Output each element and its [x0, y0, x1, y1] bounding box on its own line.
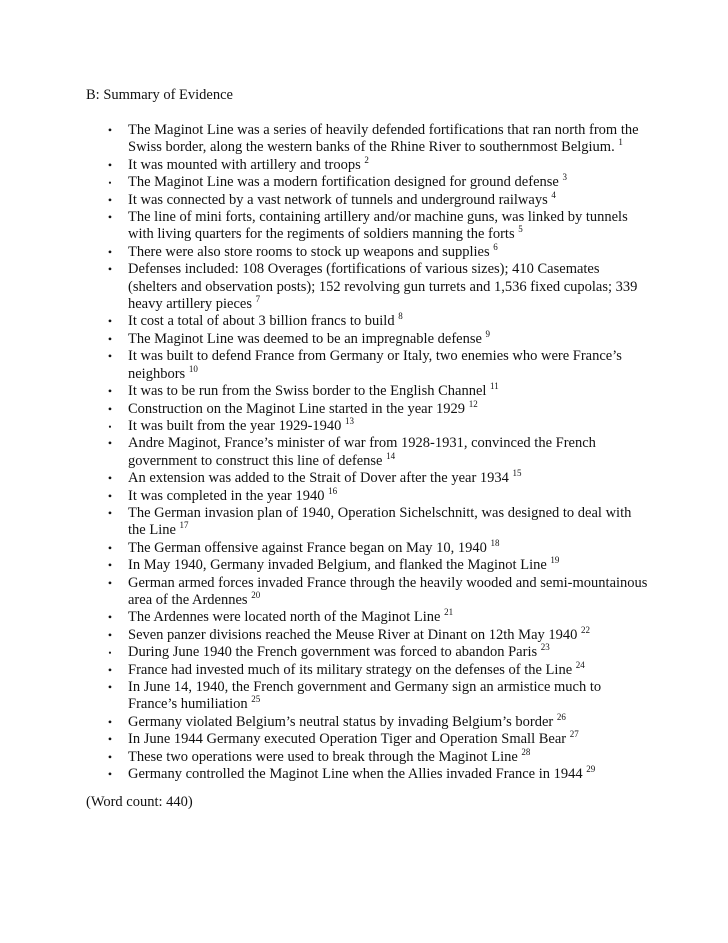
evidence-item	[0, 174, 728, 191]
evidence-item	[0, 261, 728, 313]
evidence-text: The Ardennes were located north of the Maginot Line	[128, 609, 441, 626]
bullet-icon: •	[107, 244, 113, 259]
bullet-icon: •	[107, 384, 113, 399]
evidence-list	[0, 122, 728, 783]
bullet-icon: •	[107, 331, 113, 346]
footnote-ref: 8	[398, 311, 403, 322]
evidence-text: An extension was added to the Strait of Dover after the year 1934	[128, 470, 509, 487]
evidence-item	[0, 575, 728, 610]
evidence-item	[0, 154, 728, 174]
evidence-item	[0, 537, 728, 557]
evidence-text: In June 1944 Germany executed Operation Tiger and Operation Small Bear	[128, 731, 567, 748]
evidence-text: Germany violated Belgium’s neutral status by invading Belgium’s border	[128, 713, 554, 730]
footnote-ref: 1	[618, 137, 623, 148]
footnote-ref: 12	[468, 398, 478, 409]
bullet-icon: •	[107, 157, 113, 172]
bullet-icon: •	[107, 349, 113, 364]
footnote-ref: 25	[251, 694, 261, 705]
evidence-text: It was built from the year 1929-1940	[128, 417, 342, 434]
bullet-icon: •	[107, 314, 113, 329]
bullet-icon: •	[107, 767, 113, 782]
evidence-text: Andre Maginot, France’s minister of war from 1928-1931, convinced the French government to construct this line of defense	[128, 435, 596, 469]
evidence-text: It was mounted with artillery and troops	[128, 156, 361, 173]
evidence-item	[0, 505, 728, 540]
evidence-item	[0, 711, 728, 731]
evidence-text: The German offensive against France began on May 10, 1940	[128, 539, 487, 556]
bullet-icon: •	[107, 662, 113, 677]
evidence-text: France had invested much of its military strategy on the defenses of the Line	[128, 661, 573, 678]
evidence-item	[0, 328, 728, 348]
bullet-icon: •	[107, 471, 113, 486]
evidence-text: It cost a total of about 3 billion francs to build	[128, 313, 395, 330]
bullet-icon: •	[107, 262, 113, 277]
footnote-ref: 3	[562, 172, 567, 183]
bullet-icon: •	[107, 714, 113, 729]
evidence-item	[0, 241, 728, 261]
evidence-text: The Maginot Line was a series of heavily defended fortifications that ran north from the Swiss border, along the western banks of the Rhine River to southernmost Belgium.	[128, 122, 639, 156]
evidence-text: The Maginot Line was deemed to be an impregnable defense	[128, 330, 482, 347]
evidence-item	[0, 313, 728, 330]
footnote-ref: 22	[581, 624, 591, 635]
footnote-ref: 14	[386, 450, 396, 461]
word-count: (Word count: 440)	[86, 794, 193, 810]
footnote-ref: 28	[521, 746, 531, 757]
bullet-icon: •	[107, 540, 113, 555]
evidence-item	[0, 209, 728, 244]
footnote-ref: 19	[550, 555, 560, 566]
evidence-item	[0, 609, 728, 626]
evidence-text: The line of mini forts, containing artillery and/or machine guns, was linked by tunnels with living quarters for the regiments of soldiers manning the forts	[128, 209, 628, 243]
footnote-ref: 21	[444, 607, 454, 618]
bullet-icon: •	[108, 178, 112, 189]
footnote-ref: 5	[518, 224, 523, 235]
evidence-item	[0, 435, 728, 470]
footnote-ref: 27	[569, 729, 579, 740]
bullet-icon: •	[107, 558, 113, 573]
evidence-text: It was connected by a vast network of tunnels and underground railways	[128, 191, 548, 208]
bullet-icon: •	[107, 436, 113, 451]
evidence-item	[0, 679, 728, 714]
bullet-icon: •	[107, 627, 113, 642]
bullet-icon: •	[107, 749, 113, 764]
footnote-ref: 13	[345, 415, 355, 426]
footnote-ref: 18	[490, 537, 500, 548]
evidence-text: Seven panzer divisions reached the Meuse River at Dinant on 12th May 1940	[128, 626, 578, 643]
evidence-text: There were also store rooms to stock up weapons and supplies	[128, 243, 490, 260]
evidence-text: The Maginot Line was a modern fortification designed for ground defense	[128, 174, 559, 191]
evidence-text: It was completed in the year 1940	[128, 487, 325, 504]
footnote-ref: 16	[328, 485, 338, 496]
evidence-text: German armed forces invaded France through the heavily wooded and semi-mountainous area of the Ardennes	[128, 574, 648, 608]
evidence-text: In May 1940, Germany invaded Belgium, and flanked the Maginot Line	[128, 557, 547, 574]
bullet-icon: •	[107, 505, 113, 520]
evidence-item	[0, 624, 728, 644]
evidence-item	[0, 383, 728, 400]
footnote-ref: 2	[364, 154, 369, 165]
bullet-icon: •	[107, 732, 113, 747]
evidence-text: In June 14, 1940, the French government and Germany sign an armistice much to France’s humiliation	[128, 679, 602, 713]
footnote-ref: 7	[255, 294, 261, 305]
evidence-item	[0, 415, 728, 435]
footnote-ref: 11	[490, 381, 499, 392]
footnote-ref: 6	[493, 241, 498, 252]
evidence-item	[0, 348, 728, 383]
bullet-icon: •	[107, 210, 113, 225]
bullet-icon: •	[107, 488, 113, 503]
section-heading: B: Summary of Evidence	[86, 87, 233, 103]
evidence-text: During June 1940 the French government was forced to abandon Paris	[128, 644, 538, 661]
evidence-item	[0, 398, 728, 418]
evidence-item	[0, 470, 728, 487]
evidence-item	[0, 557, 728, 574]
footnote-ref: 26	[556, 711, 566, 722]
evidence-item	[0, 189, 728, 209]
bullet-icon: •	[107, 610, 113, 625]
bullet-icon: •	[107, 401, 113, 416]
footnote-ref: 23	[540, 642, 550, 653]
evidence-item	[0, 485, 728, 505]
evidence-item	[0, 766, 728, 783]
footnote-ref: 17	[179, 520, 189, 531]
bullet-icon: •	[108, 648, 112, 659]
evidence-item	[0, 122, 728, 157]
evidence-item	[0, 746, 728, 766]
evidence-text: It was built to defend France from Germany or Italy, two enemies who were France’s neighbors	[128, 348, 622, 382]
bullet-icon: •	[107, 680, 113, 694]
bullet-icon: •	[107, 192, 113, 207]
evidence-text: The German invasion plan of 1940, Operation Sichelschnitt, was designed to deal with the Line	[128, 504, 632, 539]
footnote-ref: 10	[188, 363, 198, 374]
evidence-text: It was to be run from the Swiss border to the English Channel	[128, 383, 487, 400]
evidence-text: Construction on the Maginot Line started in the year 1929	[128, 400, 466, 417]
evidence-text: Defenses included: 108 Overages (fortifications of various sizes); 410 Casemates (shelters and observation posts); 152 revolving gun turrets and 1,536 fixed cupolas; 339 heavy artillery pieces	[128, 261, 638, 313]
evidence-text: Germany controlled the Maginot Line when the Allies invaded France in 1944	[128, 766, 583, 783]
bullet-icon: •	[108, 421, 112, 432]
evidence-item	[0, 644, 728, 661]
evidence-text: These two operations were used to break through the Maginot Line	[128, 748, 518, 765]
footnote-ref: 4	[551, 189, 556, 200]
bullet-icon: •	[107, 123, 113, 137]
footnote-ref: 24	[575, 659, 585, 670]
bullet-icon: •	[107, 575, 113, 590]
footnote-ref: 15	[512, 468, 522, 479]
footnote-ref: 29	[586, 764, 596, 775]
footnote-ref: 9	[485, 328, 491, 339]
evidence-item	[0, 659, 728, 679]
footnote-ref: 20	[251, 589, 261, 600]
evidence-item	[0, 731, 728, 748]
